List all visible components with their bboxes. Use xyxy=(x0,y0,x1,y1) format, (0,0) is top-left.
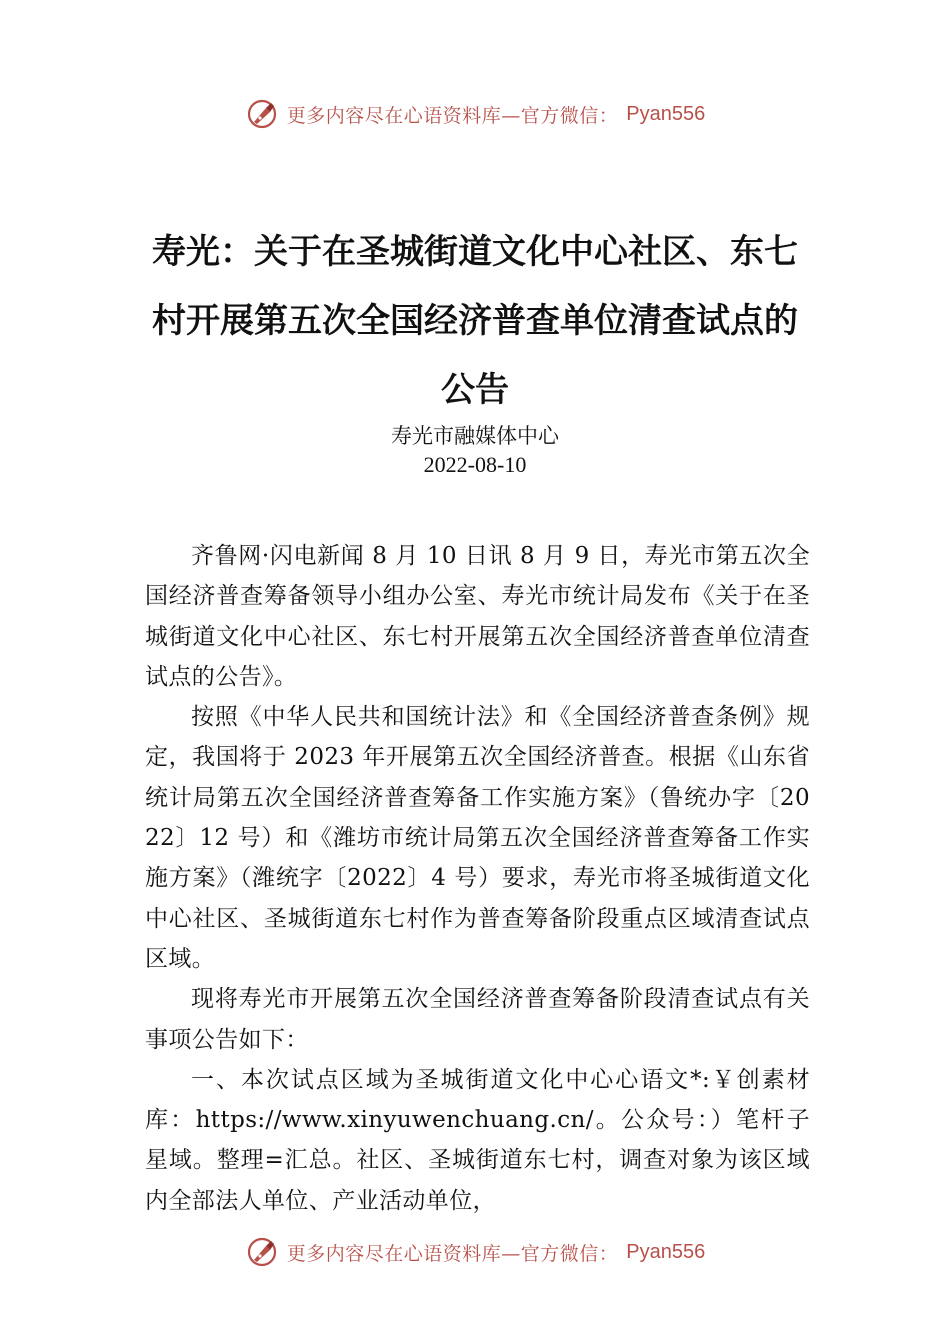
document-date: 2022-08-10 xyxy=(423,452,527,477)
document-title: 寿光：关于在圣城街道文化中心社区、东七村开展第五次全国经济普查单位清查试点的公告 xyxy=(152,232,798,410)
paragraph: 按照《中华人民共和国统计法》和《全国经济普查条例》规定，我国将于 2023 年开展第五次全国经济普查。根据《山东省统计局第五次全国经济普查筹备工作实施方案》（鲁统办字〔2022〕12 号）和《潍坊市统计局第五次全国经济普查筹备工作实施方案》（潍统字〔2022〕4 号）要求，寿光市将圣城街道文化中心社区、圣城街道东七村作为普查筹备阶段重点区域清查试点区域。 xyxy=(145,704,810,972)
header-watermark-banner xyxy=(0,94,950,134)
document-body xyxy=(145,536,810,1221)
banner-wechat-id: Pyan556 xyxy=(626,102,706,125)
banner-text: 更多内容尽在心语资料库—官方微信： xyxy=(286,104,619,127)
document-source: 寿光市融媒体中心 xyxy=(391,424,559,448)
pen-nib-logo-icon xyxy=(245,1235,279,1269)
banner-wechat-id: Pyan556 xyxy=(626,1240,706,1263)
pen-nib-logo-icon xyxy=(245,97,279,131)
footer-watermark-banner xyxy=(0,1232,950,1272)
banner-text: 更多内容尽在心语资料库—官方微信： xyxy=(286,1242,619,1265)
paragraph: 现将寿光市开展第五次全国经济普查筹备阶段清查试点有关事项公告如下： xyxy=(145,986,810,1053)
paragraph: 一、本次试点区域为圣城街道文化中心心语文*:￥创素材库：https://www.xinyuwenchuang.cn/。公众号：）笔杆子星域。整理=汇总。社区、圣城街道东七村，调查对象为该区域内全部法人单位、产业活动单位， xyxy=(145,1066,810,1214)
paragraph: 齐鲁网·闪电新闻 8 月 10 日讯 8 月 9 日，寿光市第五次全国经济普查筹备领导小组办公室、寿光市统计局发布《关于在圣城街道文化中心社区、东七村开展第五次全国经济普查单位清查试点的公告》。 xyxy=(145,543,810,690)
